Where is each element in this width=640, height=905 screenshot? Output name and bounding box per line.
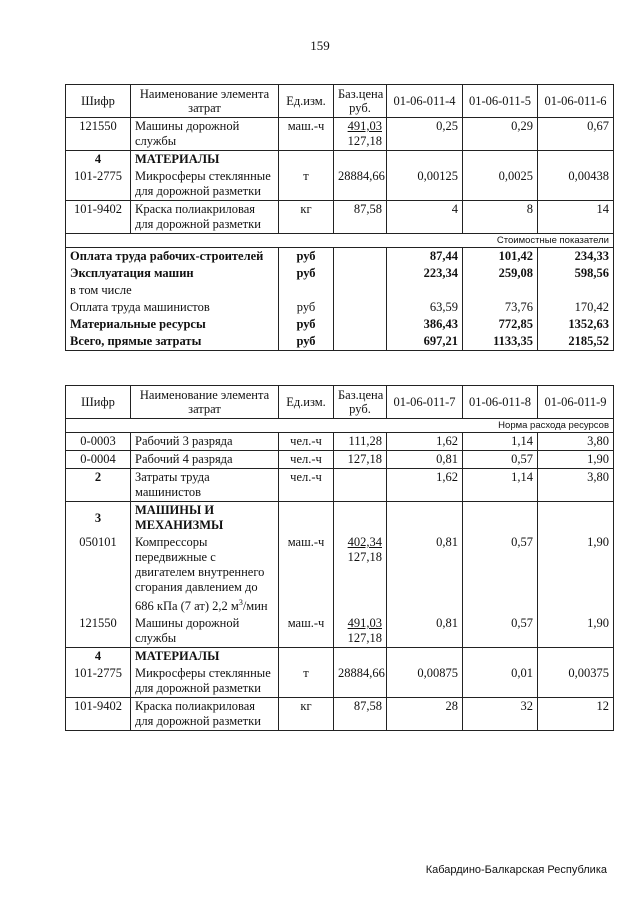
row-name: Машины дорожной службы — [131, 615, 279, 648]
cost-unit: руб — [279, 299, 334, 316]
row-value: 12 — [538, 698, 614, 731]
header-code: Шифр — [66, 85, 131, 118]
row-unit: маш.-ч — [279, 118, 334, 151]
row-value: 0,81 — [387, 534, 463, 615]
cost-row — [66, 333, 614, 351]
cost-unit: руб — [279, 248, 334, 266]
row-price: 28884,66 — [334, 168, 387, 201]
header-unit: Ед.изм. — [279, 386, 334, 419]
row-value: 0,57 — [463, 534, 538, 615]
row-price — [334, 118, 387, 151]
row-code: 050101 — [66, 534, 131, 615]
cost-unit: руб — [279, 333, 334, 351]
row-value: 3,80 — [538, 469, 614, 502]
row-value: 0,00375 — [538, 665, 614, 698]
row-value: 0,25 — [387, 118, 463, 151]
row-value: 1,14 — [463, 469, 538, 502]
header-unit: Ед.изм. — [279, 85, 334, 118]
cost-value: 386,43 — [387, 316, 463, 333]
cost-value: 697,21 — [387, 333, 463, 351]
row-unit: чел.-ч — [279, 451, 334, 469]
page-number: 159 — [310, 38, 330, 53]
cost-value: 259,08 — [463, 265, 538, 282]
row-unit: кг — [279, 201, 334, 234]
cost-unit: руб — [279, 316, 334, 333]
header-name: Наименование элемента затрат — [131, 386, 279, 419]
row-value: 1,90 — [538, 451, 614, 469]
row-unit: чел.-ч — [279, 433, 334, 451]
row-code: 101-9402 — [66, 201, 131, 234]
row-value: 1,62 — [387, 469, 463, 502]
cost-name: в том числе — [66, 282, 279, 299]
table-row — [66, 698, 614, 731]
row-price — [334, 615, 387, 648]
cost-value: 63,59 — [387, 299, 463, 316]
cost-note-row — [66, 234, 614, 248]
cost-row — [66, 299, 614, 316]
header-col-2: 01-06-011-8 — [463, 386, 538, 419]
section-title: МАТЕРИАЛЫ — [131, 151, 279, 169]
section-number: 3 — [66, 502, 131, 535]
row-unit: маш.-ч — [279, 615, 334, 648]
cost-name: Материальные ресурсы — [66, 316, 279, 333]
header-col-1: 01-06-011-7 — [387, 386, 463, 419]
cost-value: 170,42 — [538, 299, 614, 316]
section-title: МАТЕРИАЛЫ — [131, 648, 279, 666]
row-value: 0,67 — [538, 118, 614, 151]
cost-value: 73,76 — [463, 299, 538, 316]
row-value: 1,90 — [538, 534, 614, 615]
row-name: Микросферы стеклянные для дорожной разметки — [131, 168, 279, 201]
row-unit: кг — [279, 698, 334, 731]
table-row — [66, 615, 614, 648]
table-row — [66, 433, 614, 451]
row-code: 0-0004 — [66, 451, 131, 469]
row-code: 0-0003 — [66, 433, 131, 451]
row-code: 101-2775 — [66, 168, 131, 201]
cost-value: 1133,35 — [463, 333, 538, 351]
section-row — [66, 648, 614, 666]
row-unit: т — [279, 168, 334, 201]
cost-name: Оплата труда машинистов — [66, 299, 279, 316]
cost-value: 101,42 — [463, 248, 538, 266]
row-name: Машины дорожной службы — [131, 118, 279, 151]
row-value: 0,00438 — [538, 168, 614, 201]
row-value: 8 — [463, 201, 538, 234]
norm-note: Норма расхода ресурсов — [66, 419, 614, 433]
cost-row — [66, 248, 614, 266]
superscript: 3 — [238, 598, 243, 607]
row-price: 87,58 — [334, 201, 387, 234]
table-header-row — [66, 85, 614, 118]
price-operator: 127,18 — [347, 550, 382, 564]
footer-region: Кабардино-Балкарская Республика — [425, 864, 607, 876]
cost-row — [66, 316, 614, 333]
cost-value: 234,33 — [538, 248, 614, 266]
row-name — [131, 534, 279, 615]
row-value: 1,14 — [463, 433, 538, 451]
row-value: 0,0025 — [463, 168, 538, 201]
header-name: Наименование элемента затрат — [131, 85, 279, 118]
row-value: 0,57 — [463, 451, 538, 469]
table-row — [66, 168, 614, 201]
row-unit: маш.-ч — [279, 534, 334, 615]
cost-name: Всего, прямые затраты — [66, 333, 279, 351]
row-price: 111,28 — [334, 433, 387, 451]
row-name: Микросферы стеклянные для дорожной разметки — [131, 665, 279, 698]
cost-name: Эксплуатация машин — [66, 265, 279, 282]
row-value: 0,81 — [387, 615, 463, 648]
row-value: 3,80 — [538, 433, 614, 451]
row-value: 14 — [538, 201, 614, 234]
header-col-1: 01-06-011-4 — [387, 85, 463, 118]
row-price: 28884,66 — [334, 665, 387, 698]
row-value: 0,01 — [463, 665, 538, 698]
cost-value: 87,44 — [387, 248, 463, 266]
row-value: 0,29 — [463, 118, 538, 151]
header-code: Шифр — [66, 386, 131, 419]
cost-value: 772,85 — [463, 316, 538, 333]
row-unit: т — [279, 665, 334, 698]
row-price: 127,18 — [334, 451, 387, 469]
header-col-3: 01-06-011-6 — [538, 85, 614, 118]
table-row — [66, 469, 614, 502]
cost-note: Стоимостные показатели — [66, 234, 614, 248]
row-code: 121550 — [66, 615, 131, 648]
row-value: 0,57 — [463, 615, 538, 648]
price-machine: 491,03 — [347, 616, 382, 631]
row-code: 101-9402 — [66, 698, 131, 731]
row-code: 2 — [66, 469, 131, 502]
table-row — [66, 201, 614, 234]
row-price — [334, 534, 387, 615]
price-operator: 127,18 — [347, 134, 382, 148]
row-value: 4 — [387, 201, 463, 234]
price-machine: 491,03 — [347, 119, 382, 133]
table-row — [66, 451, 614, 469]
table-row — [66, 665, 614, 698]
row-price: 87,58 — [334, 698, 387, 731]
cost-value: 223,34 — [387, 265, 463, 282]
row-value: 1,90 — [538, 615, 614, 648]
price-machine: 402,34 — [347, 535, 382, 549]
section-row — [66, 502, 614, 535]
norm-note-row — [66, 419, 614, 433]
header-price: Баз.цена руб. — [334, 386, 387, 419]
cost-value: 598,56 — [538, 265, 614, 282]
table-row — [66, 534, 614, 615]
section-row — [66, 151, 614, 169]
resource-table-2 — [65, 385, 614, 731]
cost-row — [66, 282, 614, 299]
row-value: 1,62 — [387, 433, 463, 451]
table-row — [66, 118, 614, 151]
row-name: Рабочий 4 разряда — [131, 451, 279, 469]
row-name: Краска полиакриловая для дорожной разметки — [131, 201, 279, 234]
row-code: 101-2775 — [66, 665, 131, 698]
header-col-3: 01-06-011-9 — [538, 386, 614, 419]
row-name: Рабочий 3 разряда — [131, 433, 279, 451]
resource-table-1 — [65, 84, 614, 351]
table-header-row — [66, 386, 614, 419]
section-number: 4 — [66, 648, 131, 666]
cost-value: 2185,52 — [538, 333, 614, 351]
section-number: 4 — [66, 151, 131, 169]
row-value: 0,81 — [387, 451, 463, 469]
row-name: Краска полиакриловая для дорожной разметки — [131, 698, 279, 731]
cost-unit: руб — [279, 265, 334, 282]
cost-name: Оплата труда рабочих-строителей — [66, 248, 279, 266]
row-value: 0,00125 — [387, 168, 463, 201]
row-name-end: /мин — [242, 599, 268, 614]
row-name: Затраты труда машинистов — [131, 469, 279, 502]
row-name-text: Компрессоры передвижные с двигателем внутреннего сгорания давлением до 686 кПа (7 ат) 2,2 м — [135, 535, 265, 614]
price-operator: 127,18 — [347, 631, 382, 646]
header-col-2: 01-06-011-5 — [463, 85, 538, 118]
row-code: 121550 — [66, 118, 131, 151]
section-title: МАШИНЫ И МЕХАНИЗМЫ — [131, 502, 279, 535]
row-unit: чел.-ч — [279, 469, 334, 502]
cost-row — [66, 265, 614, 282]
row-value: 28 — [387, 698, 463, 731]
row-value: 32 — [463, 698, 538, 731]
cost-value: 1352,63 — [538, 316, 614, 333]
row-value: 0,00875 — [387, 665, 463, 698]
header-price: Баз.цена руб. — [334, 85, 387, 118]
